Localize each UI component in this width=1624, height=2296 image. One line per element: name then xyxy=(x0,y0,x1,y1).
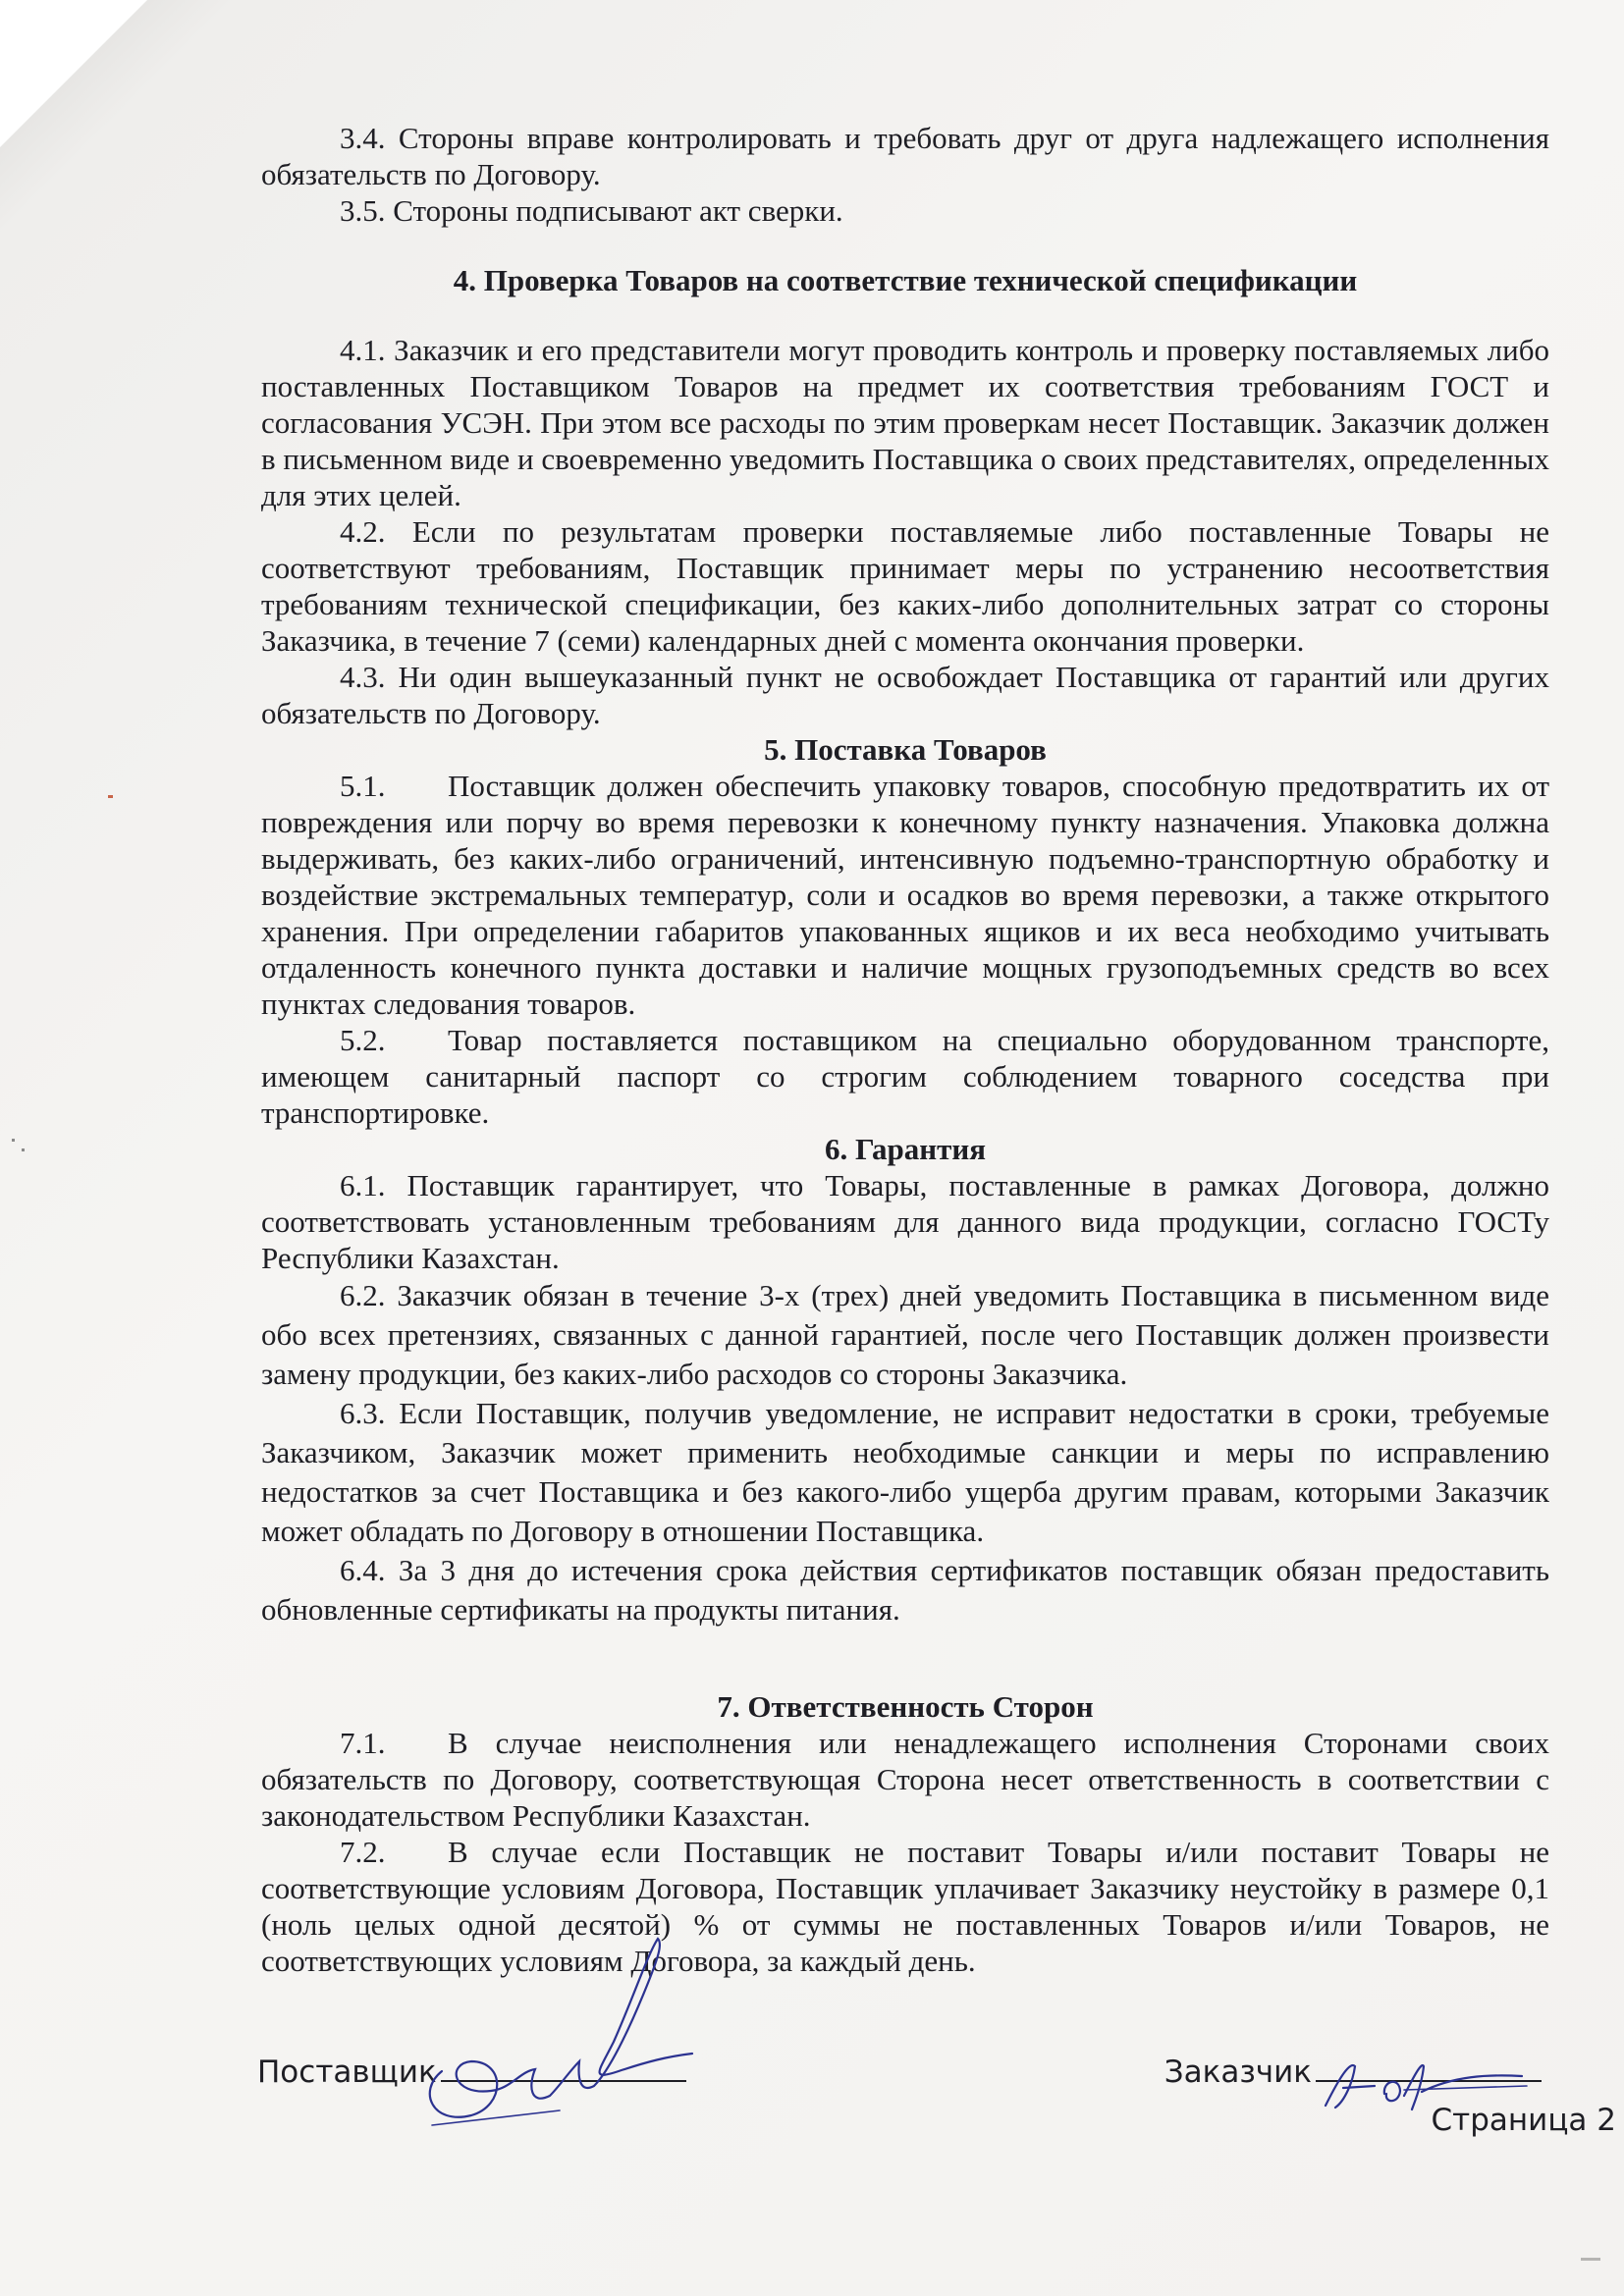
document-body xyxy=(261,120,1549,1979)
paragraph-4-3: 4.3. Ни один вышеуказанный пункт не освобождает Поставщика от гарантий или других обязательств по Договору. xyxy=(261,660,1549,730)
paragraph-3-5: 3.5. Стороны подписывают акт сверки. xyxy=(340,193,843,228)
section-7-heading: 7. Ответственность Сторон xyxy=(717,1689,1094,1724)
section-5-heading: 5. Поставка Товаров xyxy=(764,732,1047,767)
scan-speck xyxy=(22,1148,25,1151)
paragraph-7-1 xyxy=(261,1725,1549,1834)
item-number: 5.2. xyxy=(340,1023,386,1057)
supplier-signature xyxy=(412,1924,707,2160)
paragraph-6-4: 6.4. За 3 дня до истечения срока действия сертификатов поставщик обязан предоставить обновленные сертификаты на продукты питания. xyxy=(261,1553,1549,1627)
scan-speck xyxy=(108,795,113,798)
paragraph-5-1 xyxy=(261,768,1549,1022)
folded-corner xyxy=(0,0,147,147)
paragraph-6-2: 6.2. Заказчик обязан в течение 3-х (трех) дней уведомить Поставщика в письменном виде обо всех претензиях, связанных с данной гарантией, после чего Поставщик должен произвести замену продукции, без каких-либо расходов со стороны Заказчика. xyxy=(261,1278,1549,1391)
paragraph-4-1: 4.1. Заказчик и его представители могут проводить контроль и проверку поставляемых либо поставленных Поставщиком Товаров на предмет их соответствия требованиям ГОСТ и согласования УСЭН. При этом все расходы по этим проверкам несет Поставщик. Заказчик должен в письменном виде и своевременно уведомить Поставщика о своих представителях, определенных для этих целей. xyxy=(261,333,1549,512)
scan-speck xyxy=(12,1139,15,1142)
customer-signature xyxy=(1306,2047,1542,2135)
item-text: Поставщик должен обеспечить упаковку товаров, способную предотвратить их от повреждения или порчу во время перевозки к конечному пункту назначения. Упаковка должна выдерживать, без каких-либо ограничений, интенсивную подъемно-транспортную обработку и воздействие экстремальных температур, соли и осадков во время перевозки, а также открытого хранения. При определении габаритов упакованных ящиков и их веса необходимо учитывать отдаленность конечного пункта доставки и наличие мощных грузоподъемных средств во всех пунктах следования товаров. xyxy=(261,769,1549,1021)
page-number: Страница 2 xyxy=(1431,2103,1616,2138)
section-4-heading: 4. Проверка Товаров на соответствие технической спецификации xyxy=(453,263,1358,297)
item-text: В случае неисполнения или ненадлежащего исполнения Сторонами своих обязательств по Договору, соответствующая Сторона несет ответственность в соответствии с законодательством Республики Казахстан. xyxy=(261,1726,1549,1833)
paragraph-4-2: 4.2. Если по результатам проверки поставляемые либо поставленные Товары не соответствуют требованиям, Поставщик принимает меры по устранению несоответствия требованиям технической спецификации, без каких-либо дополнительных затрат со стороны Заказчика, в течение 7 (семи) календарных дней с момента окончания проверки. xyxy=(261,514,1549,658)
paragraph-6-3: 6.3. Если Поставщик, получив уведомление, не исправит недостатки в сроки, требуемые Заказчиком, Заказчик может применить необходимые санкции и меры по исправлению недостатков за счет Поставщика и без какого-либо ущерба другим правам, которыми Заказчик может обладать по Договору в отношении Поставщика. xyxy=(261,1396,1549,1548)
item-number: 5.1. xyxy=(340,769,386,803)
paragraph-3-4: 3.4. Стороны вправе контролировать и требовать друг от друга надлежащего исполнения обязательств по Договору. xyxy=(261,121,1549,191)
paragraph-5-2 xyxy=(261,1022,1549,1131)
item-text: В случае если Поставщик не поставит Товары и/или поставит Товары не соответствующие условиям Договора, Поставщик уплачивает Заказчику неустойку в размере 0,1 (ноль целых одной десятой) % от суммы не поставленных Товаров и/или Товаров, не соответствующих условиям Договора, за каждый день. xyxy=(261,1835,1549,1978)
scan-speck xyxy=(1581,2258,1600,2261)
section-6-heading: 6. Гарантия xyxy=(825,1132,986,1166)
supplier-label: Поставщик xyxy=(257,2055,437,2090)
item-text: Товар поставляется поставщиком на специально оборудованном транспорте, имеющем санитарный паспорт со строгим соблюдением товарного соседства при транспортировке. xyxy=(261,1023,1549,1130)
paragraph-6-1: 6.1. Поставщик гарантирует, что Товары, поставленные в рамках Договора, должно соответствовать установленным требованиям для данного вида продукции, согласно ГОСТу Республики Казахстан. xyxy=(261,1168,1549,1275)
item-number: 7.1. xyxy=(340,1726,386,1760)
customer-label: Заказчик xyxy=(1164,2055,1312,2090)
item-number: 7.2. xyxy=(340,1835,386,1869)
